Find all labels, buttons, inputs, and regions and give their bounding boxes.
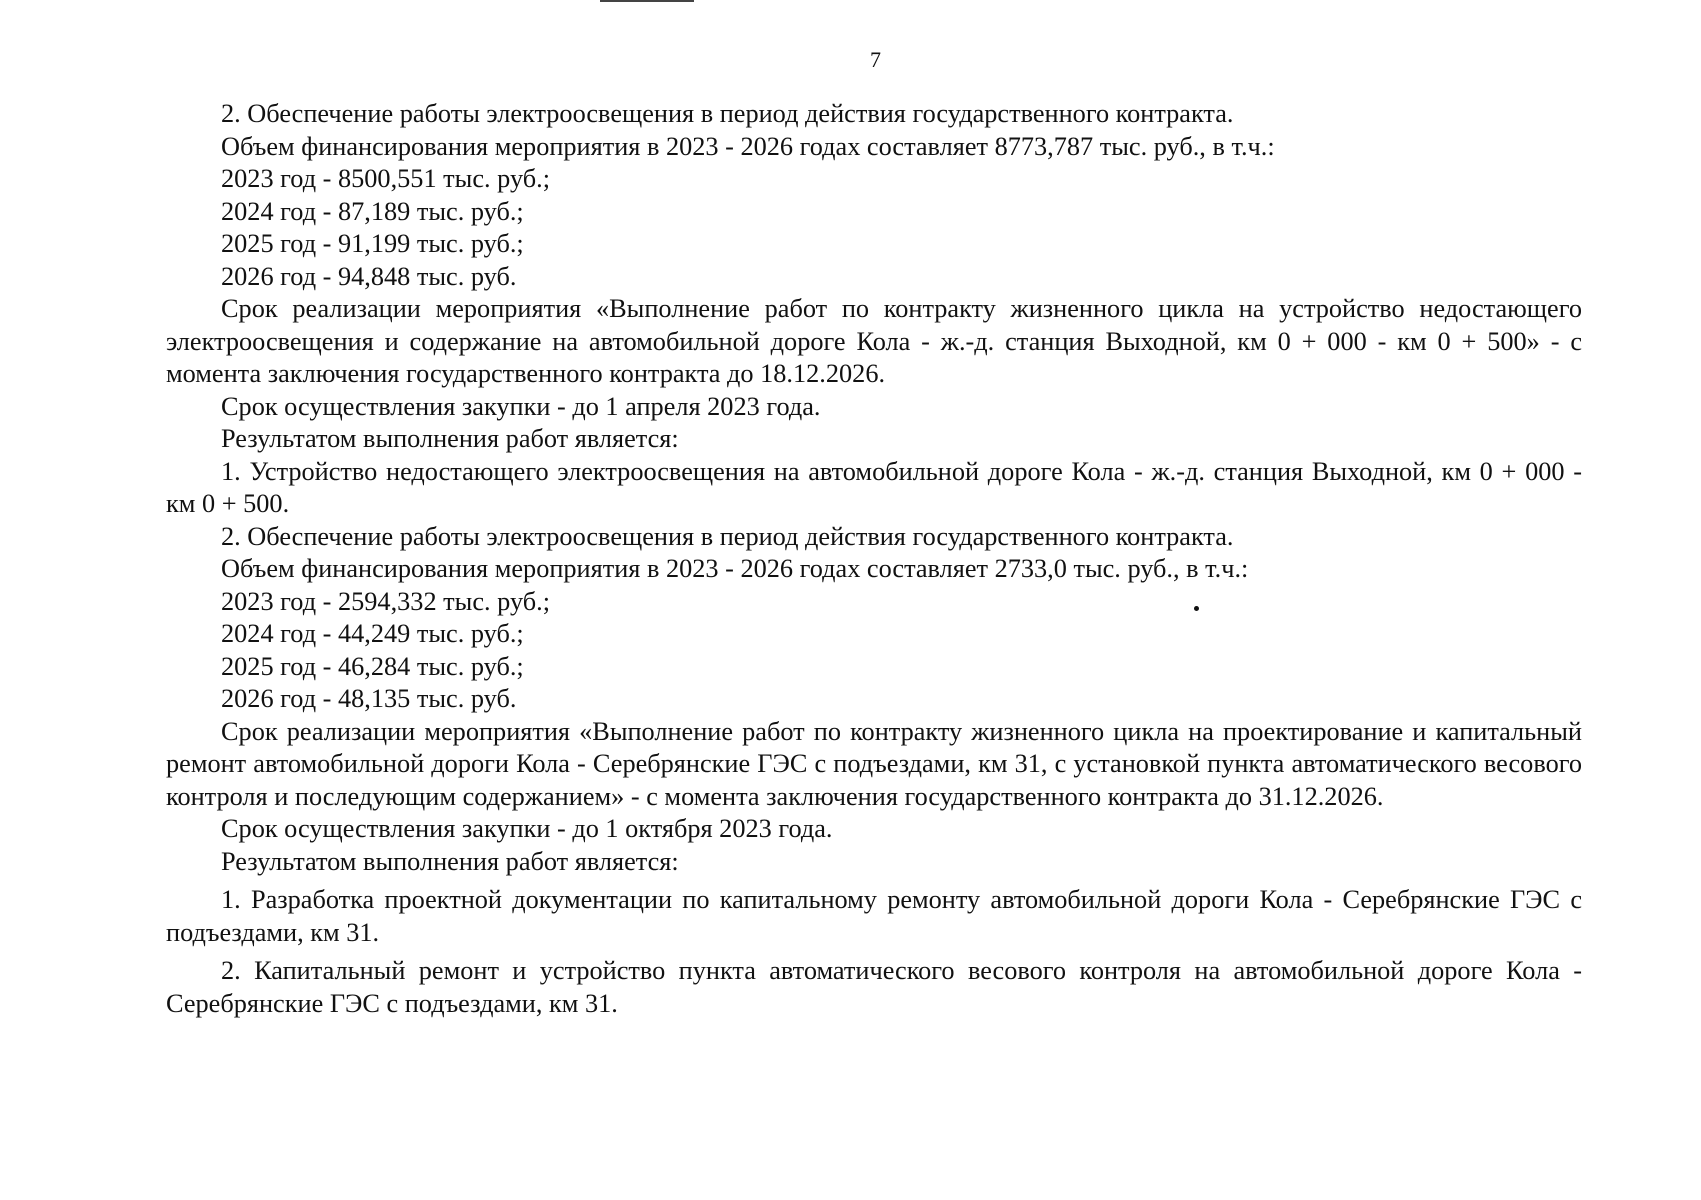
paragraph: Срок реализации мероприятия «Выполнение работ по контракту жизненного цикла на устройство недостающего электроосвещения и содержание на автомобильной дороге Кола - ж.-д. станция Выходной, км 0 + 000 - км 0 + 500» - с момента заключения государственного контракта до 18.12.2026. xyxy=(166,294,1582,388)
document-body xyxy=(166,98,1582,1020)
paragraph: 2023 год - 8500,551 тыс. руб.; xyxy=(221,164,551,193)
paragraph: Объем финансирования мероприятия в 2023 - 2026 годах составляет 8773,787 тыс. руб., в т.ч.: xyxy=(221,131,1275,161)
paragraph: Результатом выполнения работ является: xyxy=(221,424,679,453)
paragraph: 2025 год - 46,284 тыс. руб.; xyxy=(221,651,524,681)
paragraph: 2025 год - 91,199 тыс. руб.; xyxy=(221,229,524,258)
paragraph: 2026 год - 48,135 тыс. руб. xyxy=(221,684,517,713)
page-number: 7 xyxy=(870,47,881,72)
paragraph: Результатом выполнения работ является: xyxy=(221,846,679,876)
paragraph: 2. Обеспечение работы электроосвещения в период действия государственного контракта. xyxy=(221,99,1234,128)
paragraph: 2023 год - 2594,332 тыс. руб.; xyxy=(221,586,551,616)
paragraph: 2. Капитальный ремонт и устройство пункта автоматического весового контроля на автомобильной дороге Кола - Серебрянские ГЭС с подъездами, км 31. xyxy=(166,956,1582,1018)
paragraph: Срок осуществления закупки - до 1 октября 2023 года. xyxy=(221,814,833,843)
paragraph: Объем финансирования мероприятия в 2023 - 2026 годах составляет 2733,0 тыс. руб., в т.ч.: xyxy=(221,554,1249,583)
paragraph: 2024 год - 87,189 тыс. руб.; xyxy=(221,196,524,226)
paragraph: 1. Разработка проектной документации по капитальному ремонту автомобильной дороги Кола - Серебрянские ГЭС с подъездами, км 31. xyxy=(166,885,1582,947)
paragraph: 2. Обеспечение работы электроосвещения в период действия государственного контракта. xyxy=(221,521,1234,551)
paragraph: Срок осуществления закупки - до 1 апреля 2023 года. xyxy=(221,391,821,421)
paragraph: Срок реализации мероприятия «Выполнение работ по контракту жизненного цикла на проектирование и капитальный ремонт автомобильной дороги Кола - Серебрянские ГЭС с подъездами, км 31, с установкой пункта автоматического весового контроля и последующим содержанием» - с момента заключения государственного контракта до 31.12.2026. xyxy=(166,716,1582,811)
paragraph: 1. Устройство недостающего электроосвещения на автомобильной дороге Кола - ж.-д. станция Выходной, км 0 + 000 - км 0 + 500. xyxy=(166,456,1582,518)
scan-speck xyxy=(1194,606,1199,611)
paragraph: 2026 год - 94,848 тыс. руб. xyxy=(221,261,517,291)
scan-artifact-top xyxy=(600,0,694,2)
paragraph: 2024 год - 44,249 тыс. руб.; xyxy=(221,619,524,648)
